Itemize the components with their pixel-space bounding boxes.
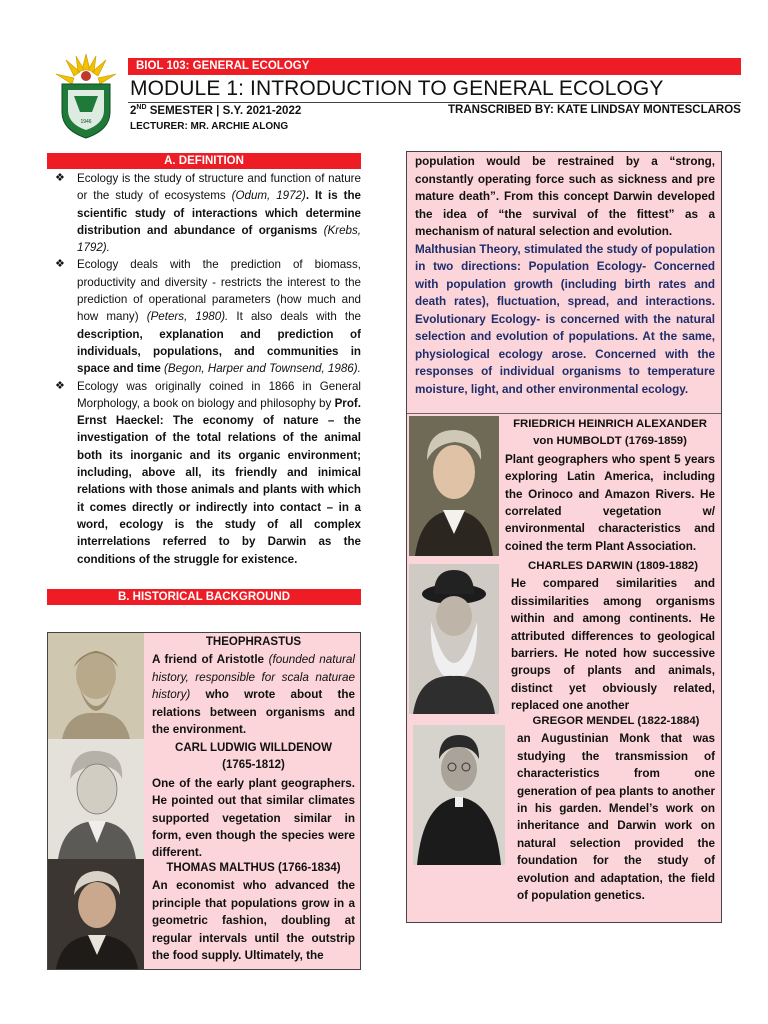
humboldt-text	[505, 416, 715, 555]
history-row-darwin	[407, 558, 721, 722]
engraving-portrait-icon	[48, 739, 144, 859]
mendel-text	[517, 713, 715, 904]
willdenow-desc: One of the early plant geographers. He pointed out that similar climates supported vegetation similar in form, even though the species were different.	[152, 776, 355, 860]
page-title: MODULE 1: INTRODUCTION TO GENERAL ECOLOGY	[130, 77, 664, 100]
lecturer-name: LECTURER: MR. ARCHIE ALONG	[130, 121, 289, 132]
theophrastus-desc1: A friend of Aristotle	[152, 653, 269, 667]
def2-text: Ecology deals with the prediction of biomass, productivity and diversity - restricts the interest to the prediction of operational parameters (how much and how many)	[77, 258, 361, 324]
darwin-name: CHARLES DARWIN (1809-1882)	[527, 560, 699, 572]
section-a-heading: A. DEFINITION	[47, 153, 361, 169]
photo-portrait-icon	[413, 725, 505, 865]
definition-item	[55, 378, 361, 568]
mendel-portrait	[413, 725, 505, 865]
malthus-text	[144, 859, 360, 969]
humboldt-years: von HUMBOLDT (1769-1859)	[533, 435, 687, 448]
def2-bold: description, explanation and prediction of individuals, populations, and communities in space and time	[77, 327, 361, 376]
mendel-desc: an Augustinian Monk that was studying the transmission of characteristics from one generation of pea plants to another in his garden. Mendel’s work on inheritance and Darwin work on natural selection provided the foundation for the study of evolution and adaptation, the field of population genetics.	[517, 732, 715, 903]
def1-citation2: (Krebs, 1792).	[77, 223, 361, 255]
history-row-mendel	[407, 713, 721, 923]
history-row-malthus	[48, 859, 360, 969]
def1-citation: (Odum, 1972)	[231, 189, 306, 203]
theophrastus-portrait	[48, 633, 144, 739]
malthus-name: THOMAS MALTHUS (1766-1834)	[166, 862, 341, 874]
malthus-desc: An economist who advanced the principle that populations grow in a geometric fashion, doubling at regular intervals until the outstrip the food supply. Ultimately, the	[152, 879, 355, 963]
def2-citation2: (Begon, Harper and Townsend, 1986).	[164, 362, 361, 376]
def1-text: Ecology is the study of structure and function of nature or the study of ecosystems	[77, 172, 361, 203]
photo-portrait-icon	[409, 564, 499, 714]
right-column-box	[406, 151, 722, 923]
bullet-diamond-icon: ❖	[55, 258, 65, 271]
painted-portrait-icon	[48, 859, 144, 969]
malthus-portrait	[48, 859, 144, 969]
theophrastus-desc2: (founded natural history, responsible for scala naturae history)	[152, 653, 355, 702]
definition-list	[55, 170, 361, 568]
bust-portrait-icon	[48, 633, 144, 739]
humboldt-desc: Plant geographers who spent 5 years exploring Latin America, including the Orinoco and Amazon Rivers. He correlated vegetation w/ environmental characteristics and coined the term Plant Association.	[505, 452, 715, 553]
course-banner: BIOL 103: GENERAL ECOLOGY	[128, 58, 741, 75]
logo-year: 1946	[80, 119, 92, 125]
willdenow-years: (1765-1812)	[222, 759, 285, 772]
bullet-diamond-icon: ❖	[55, 379, 65, 392]
theophrastus-text	[144, 633, 360, 739]
history-row-willdenow	[48, 739, 360, 860]
university-logo	[52, 50, 120, 142]
willdenow-name: CARL LUDWIG WILLDENOW	[175, 742, 332, 754]
willdenow-portrait	[48, 739, 144, 859]
semester-year: SEMESTER | S.Y. 2021-2022	[146, 104, 302, 117]
theophrastus-desc3: who wrote about the relations between organisms and the environment.	[152, 688, 355, 737]
semester-suffix: ND	[136, 104, 147, 111]
willdenow-text	[144, 739, 360, 859]
history-row-humboldt	[407, 414, 721, 558]
malthusian-theory-text: Malthusian Theory, stimulated the study of population in two directions: Population Ecology- Concerned with population growth (including birth rates and death rates), fluctuation, spread, and interactions. Evolutionary Ecology- is concerned with the natural selection and evolution of populations. At the same, physiological ecology arose. Concerned with the responses of individual organisms to temperature moisture, light, and other environmental ecology.	[415, 242, 715, 396]
darwin-desc: He compared similarities and dissimilarities among organisms within and among continents. He attributed differences to geological barriers. He noted how successive groups of plants and animals, distinct yet obviously related, replaced one another	[511, 577, 715, 713]
def2-citation: (Peters, 1980).	[146, 310, 229, 324]
semester-info	[130, 104, 301, 117]
section-b-heading: B. HISTORICAL BACKGROUND	[47, 589, 361, 605]
bullet-diamond-icon: ❖	[55, 172, 65, 184]
def1-bold: . It is the scientific study of interactions which determine distribution and abundance of organisms	[77, 189, 361, 237]
semester-number: 2	[130, 104, 137, 117]
title-divider	[128, 102, 741, 103]
darwin-portrait	[409, 564, 499, 714]
theophrastus-name: THEOPHRASTUS	[205, 636, 302, 648]
history-table	[47, 632, 361, 970]
history-row-theophrastus	[48, 633, 360, 740]
definition-item	[55, 256, 361, 377]
humboldt-name: FRIEDRICH HEINRICH ALEXANDER	[513, 418, 707, 430]
humboldt-portrait	[409, 416, 499, 556]
malthus-continued-text: population would be restrained by a “strong, constantly operating force such as sickness and pre mature death”. From this concept Darwin developed the idea of “the survival of the fittest” as a mechanism of natural selection and evolution.	[415, 155, 715, 238]
transcriber-credit: TRANSCRIBED BY: KATE LINDSAY MONTESCLAROS	[448, 104, 741, 116]
def3-bold: Prof. Ernst Haeckel: The economy of nature – the investigation of the total relations of the animal both its inorganic and its organic environment; including, above all, its friendly and inimical relations with those animals and plants with which it comes directly or indirectly into contact – in a word, ecology is the study of all complex interrelations referred to by Darwin as the conditions of the struggle for existence.	[77, 396, 361, 566]
painted-portrait-icon	[409, 416, 499, 556]
mendel-name: GREGOR MENDEL (1822-1884)	[532, 715, 700, 727]
def3-text: Ecology was originally coined in 1866 in General Morphology, a book on biology and philosophy by	[77, 379, 361, 410]
malthus-continued	[415, 153, 715, 398]
definition-item	[55, 170, 361, 256]
darwin-text	[511, 558, 715, 715]
def2-text2: It also deals with the	[228, 310, 361, 324]
